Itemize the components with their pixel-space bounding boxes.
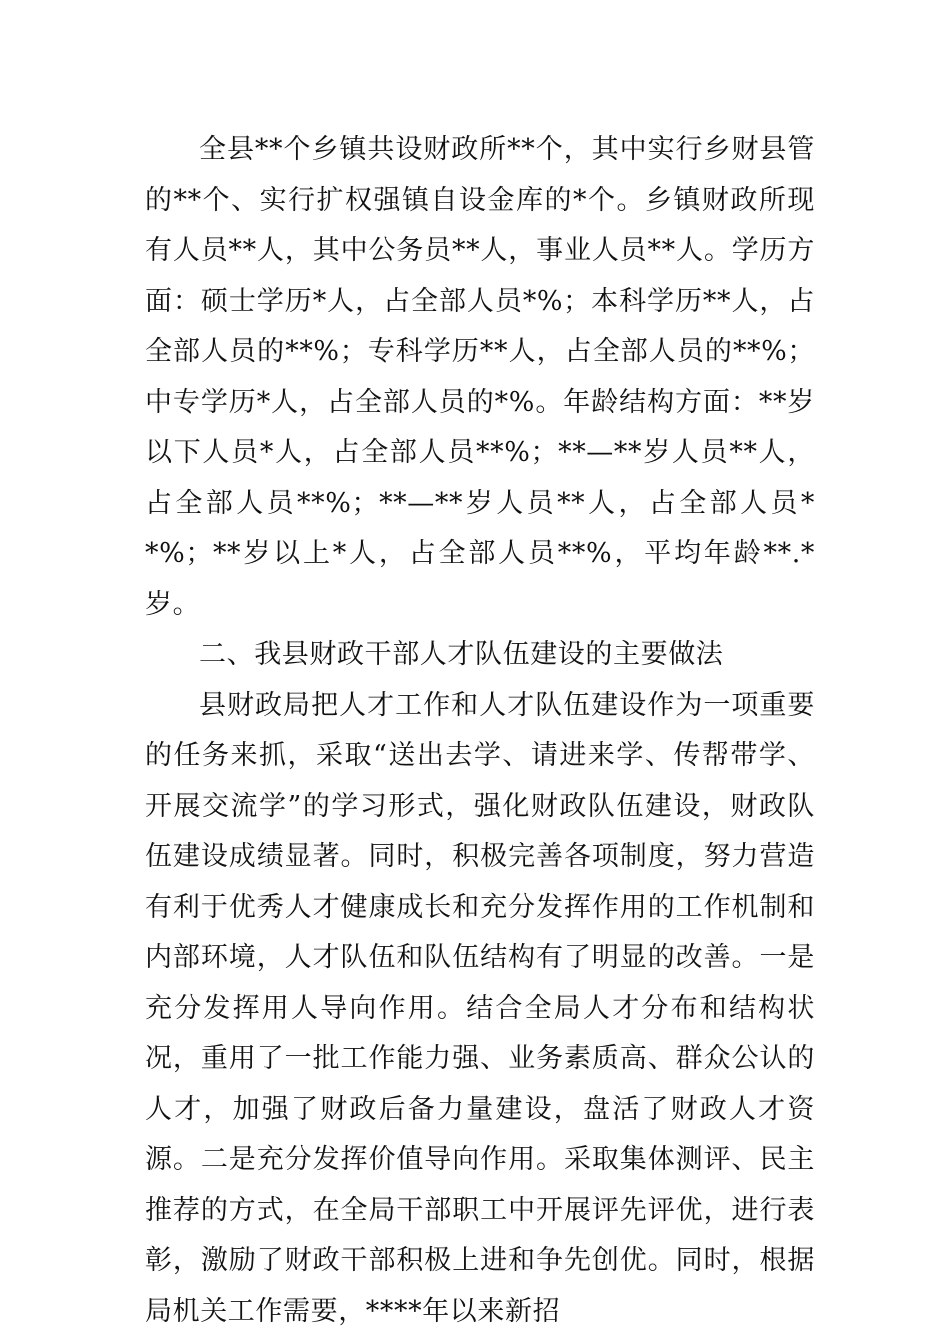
section-heading: 二、我县财政干部人才队伍建设的主要做法 [199,639,724,670]
paragraph-staff-statistics: 全县**个乡镇共设财政所**个，其中实行乡财县管的**个、实行扩权强镇自设金库的*个。乡镇财政所现有人员**人，其中公务员**人，事业人员**人。学历方面：硕士学历*人，占全部人员*%；本科学历**人，占全部人员的**%；专科学历**人，占全部人员的**%；中专学历*人，占全部人员的*%。年龄结构方面：**岁以下人员*人，占全部人员**%；**—**岁人员**人，占全部人员**%；**—**岁人员**人，占全部人员**%；**岁以上*人，占全部人员**%，平均年龄**.*岁。 [145,134,815,620]
document-body [145,125,815,1337]
paragraph-main-practices: 县财政局把人才工作和人才队伍建设作为一项重要的任务来抓，采取“送出去学、请进来学、传帮带学、开展交流学”的学习形式，强化财政队伍建设，财政队伍建设成绩显著。同时，积极完善各项制度，努力营造有利于优秀人才健康成长和充分发挥作用的工作机制和内部环境，人才队伍和队伍结构有了明显的改善。一是充分发挥用人导向作用。结合全局人才分布和结构状况，重用了一批工作能力强、业务素质高、群众公认的人才，加强了财政后备力量建设，盘活了财政人才资源。二是充分发挥价值导向作用。采取集体测评、民主推荐的方式，在全局干部职工中开展评先评优，进行表彰，激励了财政干部积极上进和争先创优。同时，根据局机关工作需要，****年以来新招 [145,689,815,1327]
